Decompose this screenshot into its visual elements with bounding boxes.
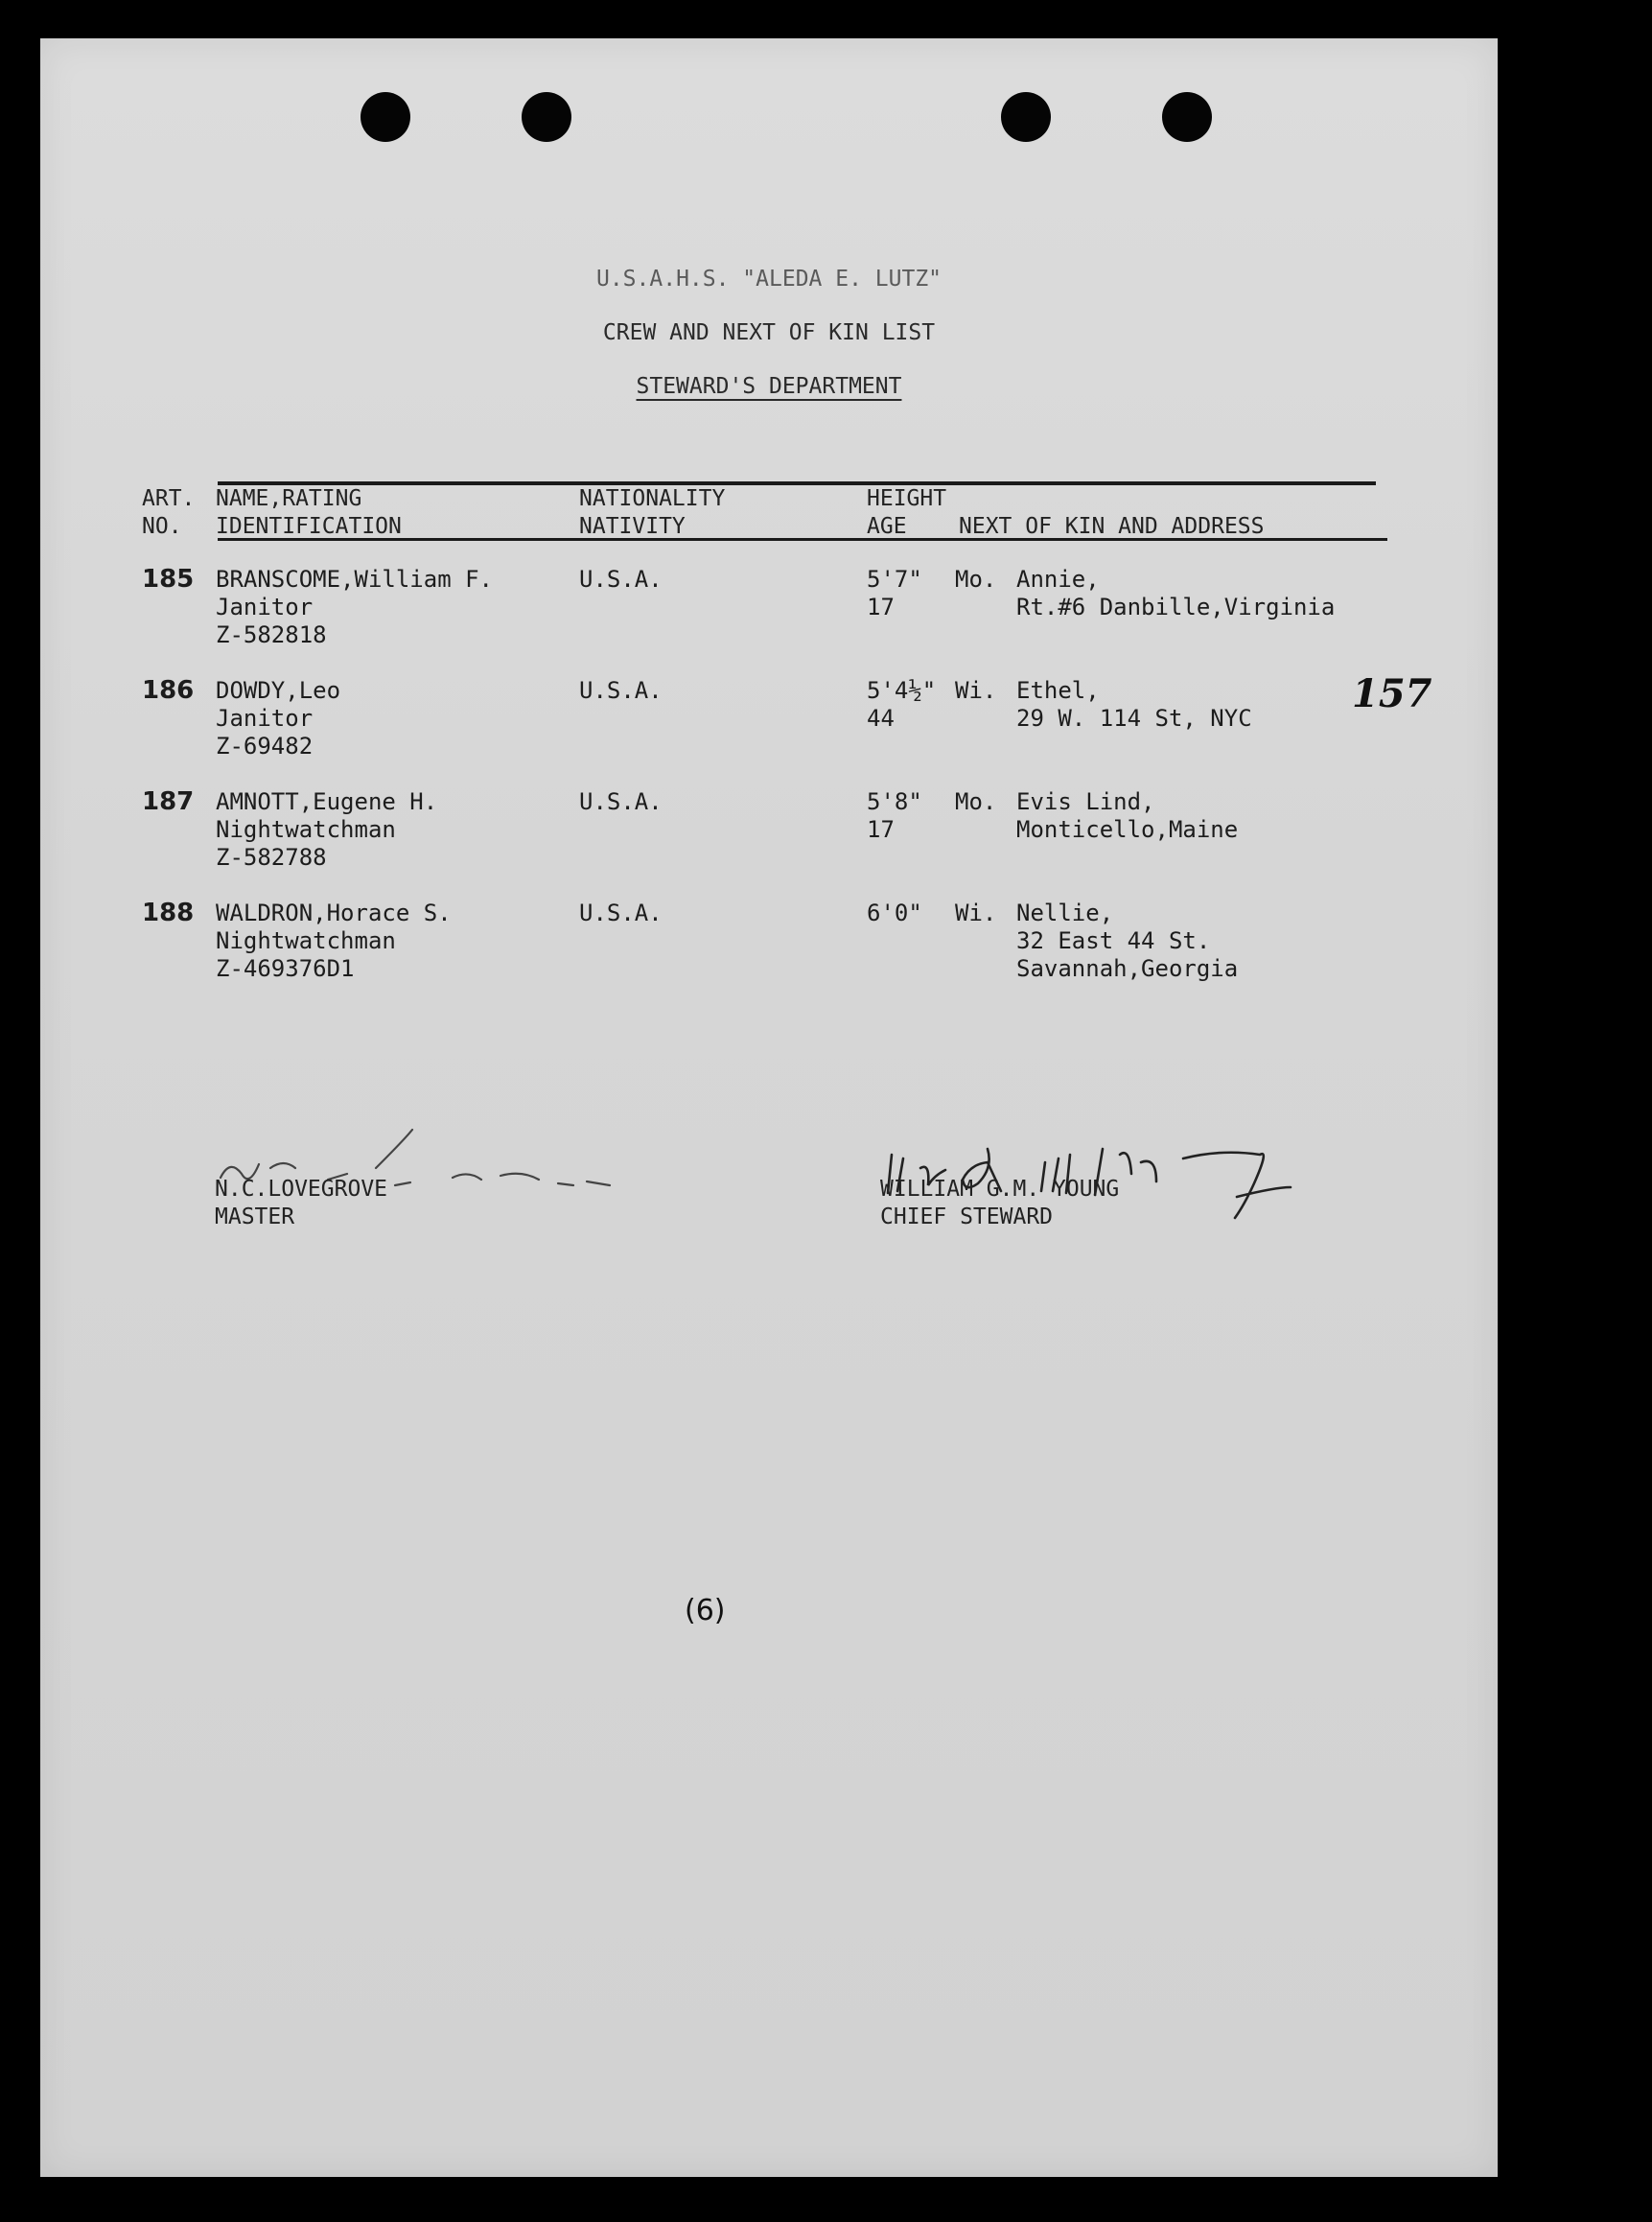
crew-rating: Nightwatchman xyxy=(216,927,396,954)
kin-relation: Wi. xyxy=(955,677,997,704)
art-no-cell xyxy=(142,788,194,816)
nationality: U.S.A. xyxy=(579,900,663,926)
kin-relation: Mo. xyxy=(955,788,997,815)
height-age-cell xyxy=(867,788,922,844)
kin-line: 32 East 44 St. xyxy=(1016,927,1211,954)
kin-line: Annie, xyxy=(1016,566,1100,593)
height: 6'0" xyxy=(867,900,922,926)
crew-rating: Janitor xyxy=(216,705,314,732)
kin-line: Monticello,Maine xyxy=(1016,816,1239,843)
age: 44 xyxy=(867,705,895,732)
col-header-nationality: NATIONALITY NATIVITY xyxy=(579,486,726,539)
height: 5'4½" xyxy=(867,677,937,704)
art-no: 186 xyxy=(142,676,195,705)
col-header-next-of-kin: NEXT OF KIN AND ADDRESS xyxy=(959,514,1265,539)
page-number: (6) xyxy=(685,1594,726,1627)
next-of-kin-cell xyxy=(1016,566,1335,621)
crew-name: DOWDY,Leo xyxy=(216,677,341,704)
kin-line: Nellie, xyxy=(1016,900,1114,926)
relation-cell xyxy=(955,788,996,816)
vessel-name: U.S.A.H.S. "ALEDA E. LUTZ" xyxy=(595,267,942,292)
name-cell xyxy=(216,900,452,983)
folio-stamp-number: 157 xyxy=(1352,671,1432,716)
nationality-cell xyxy=(579,788,663,816)
nationality: U.S.A. xyxy=(579,788,663,815)
art-no: 187 xyxy=(142,787,195,816)
name-cell xyxy=(216,788,437,872)
age: 17 xyxy=(867,816,895,843)
art-no-cell xyxy=(142,677,194,705)
chief-steward-title: CHIEF STEWARD xyxy=(880,1205,1054,1229)
nationality-cell xyxy=(579,900,663,927)
crew-entry-row xyxy=(40,900,1498,995)
kin-relation: Wi. xyxy=(955,900,997,926)
crew-entry-row xyxy=(40,788,1498,884)
height-age-cell xyxy=(867,900,922,927)
name-cell xyxy=(216,677,340,760)
crew-entry-row xyxy=(40,566,1498,662)
next-of-kin-cell xyxy=(1016,677,1252,733)
nationality-cell xyxy=(579,566,663,594)
punch-hole xyxy=(361,92,410,142)
height: 5'7" xyxy=(867,566,922,593)
crew-identification: Z-582818 xyxy=(216,621,327,648)
art-no: 185 xyxy=(142,565,195,594)
kin-line: Ethel, xyxy=(1016,677,1100,704)
art-no-cell xyxy=(142,900,194,927)
relation-cell xyxy=(955,900,996,927)
crew-rating: Nightwatchman xyxy=(216,816,396,843)
crew-identification: Z-582788 xyxy=(216,844,327,871)
crew-name: BRANSCOME,William F. xyxy=(216,566,493,593)
chief-steward-name: WILLIAM G.M. YOUNG xyxy=(880,1177,1120,1202)
height: 5'8" xyxy=(867,788,922,815)
col-header-name: NAME,RATING IDENTIFICATION xyxy=(216,486,402,539)
department-title: STEWARD'S DEPARTMENT xyxy=(636,374,902,399)
crew-name: WALDRON,Horace S. xyxy=(216,900,452,926)
art-no-cell xyxy=(142,566,194,594)
height-age-cell xyxy=(867,566,922,621)
kin-line: Evis Lind, xyxy=(1016,788,1155,815)
kin-relation: Mo. xyxy=(955,566,997,593)
next-of-kin-cell xyxy=(1016,900,1238,983)
relation-cell xyxy=(955,566,996,594)
art-no: 188 xyxy=(142,899,195,927)
punch-hole xyxy=(1001,92,1051,142)
master-name: N.C.LOVEGROVE xyxy=(215,1177,388,1202)
kin-line: Savannah,Georgia xyxy=(1016,955,1239,982)
master-title: MASTER xyxy=(215,1205,295,1229)
name-cell xyxy=(216,566,493,649)
punch-hole xyxy=(1162,92,1212,142)
paper-sheet xyxy=(40,38,1498,2177)
list-title: CREW AND NEXT OF KIN LIST xyxy=(602,320,936,345)
kin-line: 29 W. 114 St, NYC xyxy=(1016,705,1252,732)
nationality-cell xyxy=(579,677,663,705)
age: 17 xyxy=(867,594,895,620)
kin-line: Rt.#6 Danbille,Virginia xyxy=(1016,594,1336,620)
height-age-cell xyxy=(867,677,936,733)
col-header-art-no: ART. NO. xyxy=(142,486,196,539)
relation-cell xyxy=(955,677,996,705)
crew-rating: Janitor xyxy=(216,594,314,620)
chief-steward-signature-block xyxy=(880,1176,1119,1231)
nationality: U.S.A. xyxy=(579,677,663,704)
master-signature-block xyxy=(215,1176,387,1231)
crew-identification: Z-469376D1 xyxy=(216,955,355,982)
nationality: U.S.A. xyxy=(579,566,663,593)
crew-entry-row xyxy=(40,677,1498,773)
crew-name: AMNOTT,Eugene H. xyxy=(216,788,438,815)
crew-identification: Z-69482 xyxy=(216,733,314,760)
punch-hole xyxy=(522,92,571,142)
next-of-kin-cell xyxy=(1016,788,1238,844)
col-header-height-age: HEIGHT AGE xyxy=(867,486,947,539)
